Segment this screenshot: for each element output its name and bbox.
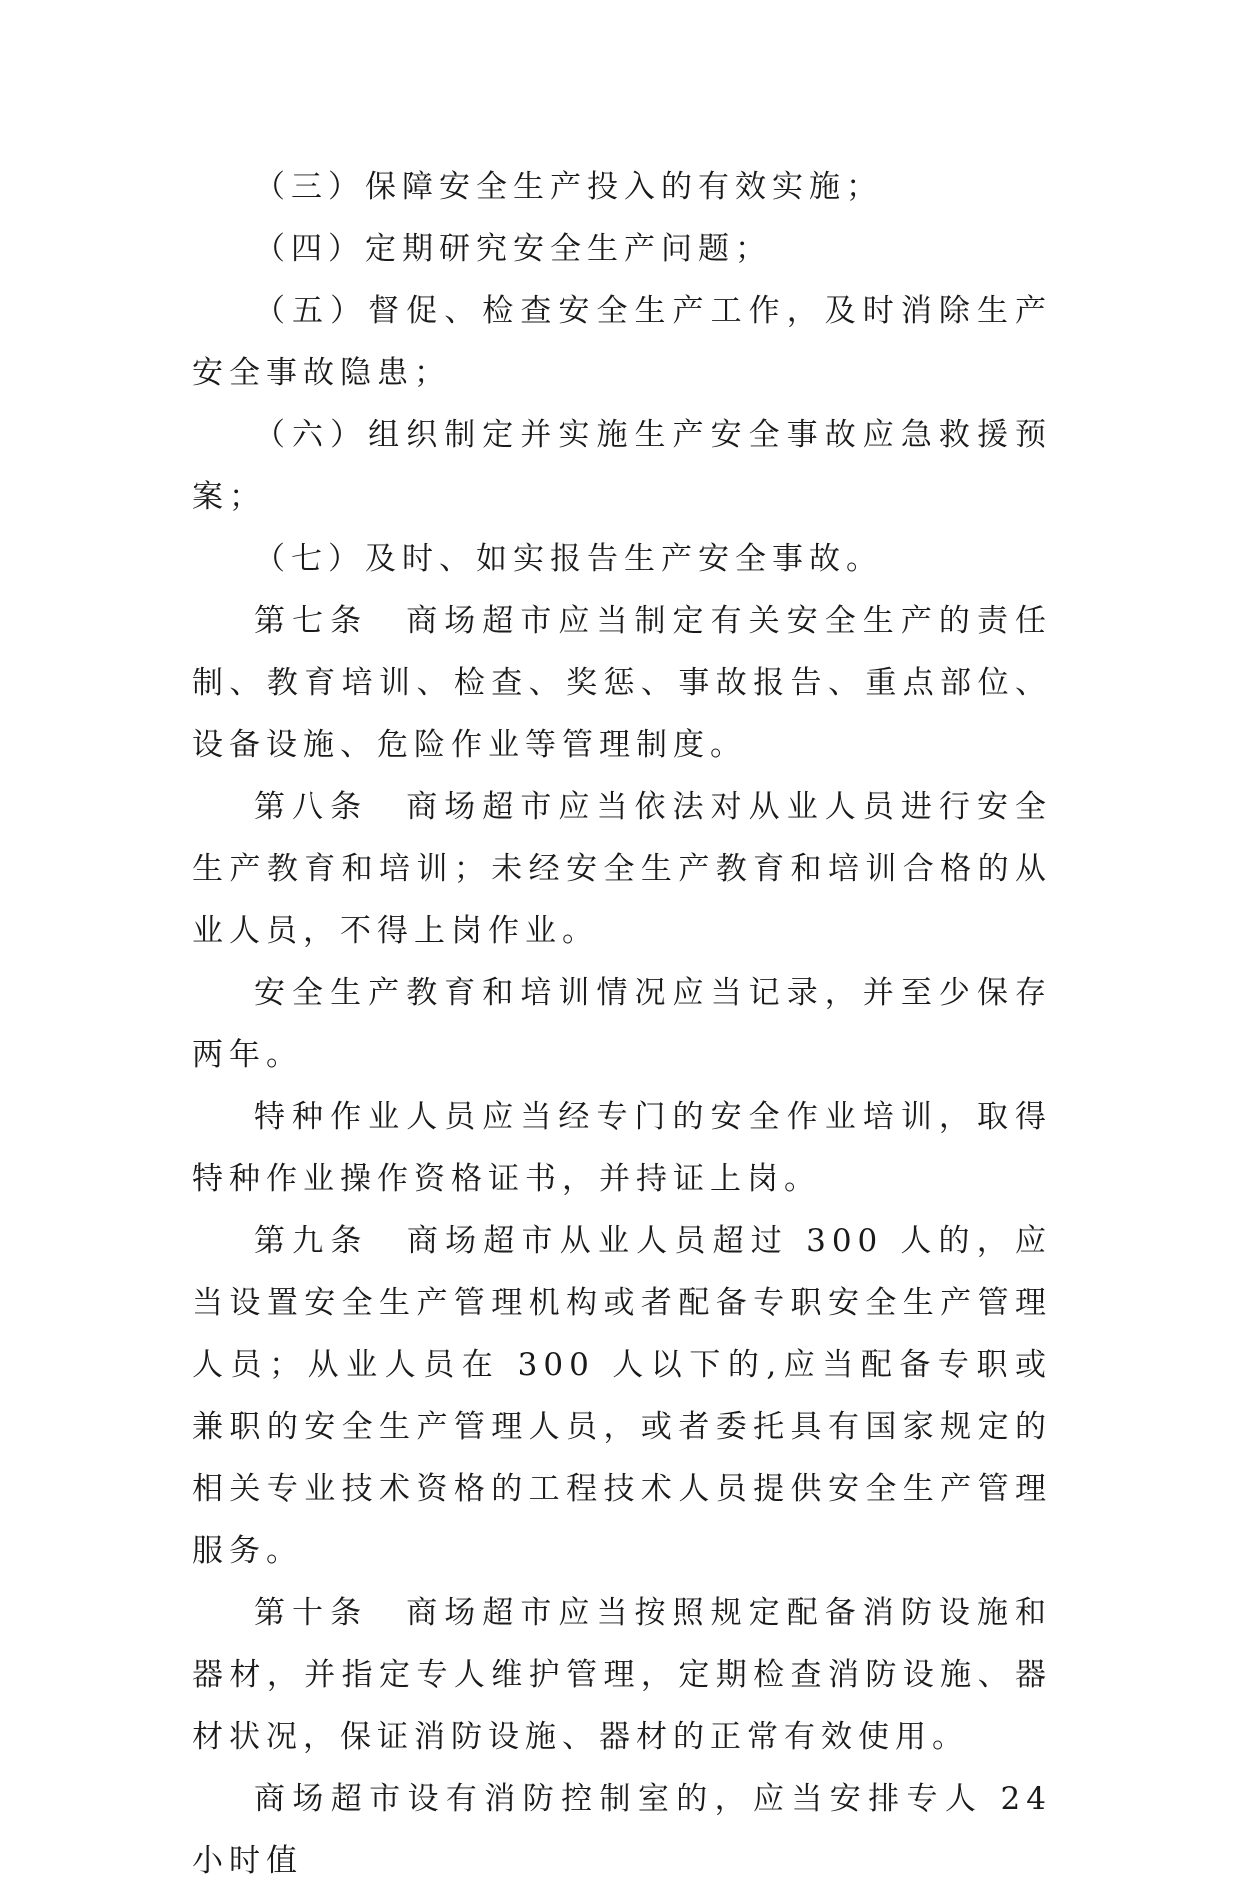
paragraph-item-3: （三）保障安全生产投入的有效实施； bbox=[254, 169, 883, 205]
paragraph-item-5: （五）督促、检查安全生产工作，及时消除生产安全事故隐患； bbox=[192, 293, 1052, 391]
article-7: 第七条 商场超市应当制定有关安全生产的责任制、教育培训、检查、奖惩、事故报告、重点部位、设备设施、危险作业等管理制度。 bbox=[192, 603, 1052, 763]
paragraph-item-6: （六）组织制定并实施生产安全事故应急救援预案； bbox=[192, 417, 1052, 515]
article-10: 第十条 商场超市应当按照规定配备消防设施和器材，并指定专人维护管理，定期检查消防设施、器材状况，保证消防设施、器材的正常有效使用。 bbox=[192, 1595, 1052, 1755]
article-8-special-operators: 特种作业人员应当经专门的安全作业培训，取得特种作业操作资格证书，并持证上岗。 bbox=[192, 1099, 1052, 1197]
article-8-training-records: 安全生产教育和培训情况应当记录，并至少保存两年。 bbox=[192, 975, 1052, 1073]
document-body bbox=[192, 156, 1052, 1892]
article-9: 第九条 商场超市从业人员超过 300 人的，应当设置安全生产管理机构或者配备专职安全生产管理人员；从业人员在 300 人以下的,应当配备专职或兼职的安全生产管理人员，或者委托具有国家规定的相关专业技术资格的工程技术人员提供安全生产管理服务。 bbox=[192, 1223, 1052, 1569]
article-10-control-room: 商场超市设有消防控制室的，应当安排专人 24 小时值 bbox=[192, 1781, 1052, 1879]
paragraph-item-7: （七）及时、如实报告生产安全事故。 bbox=[254, 541, 883, 577]
paragraph-item-4: （四）定期研究安全生产问题； bbox=[254, 231, 772, 267]
article-8: 第八条 商场超市应当依法对从业人员进行安全生产教育和培训；未经安全生产教育和培训合格的从业人员，不得上岗作业。 bbox=[192, 789, 1052, 949]
